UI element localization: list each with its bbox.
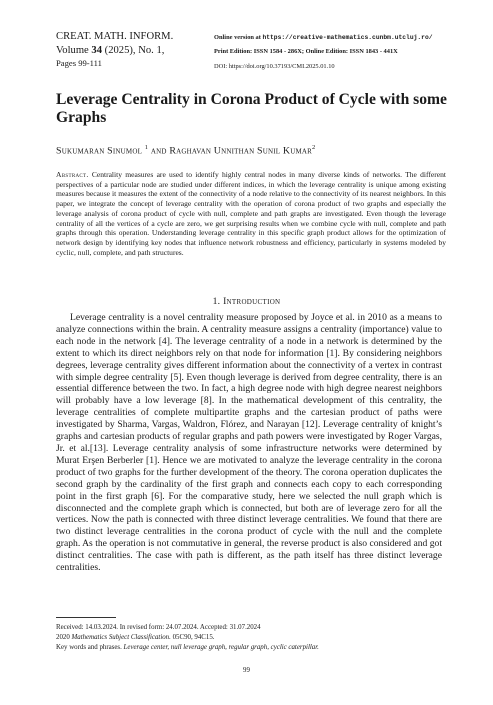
footnote-divider: [56, 617, 116, 618]
keywords: Key words and phrases. Leverage center, null leverage graph, regular graph, cyclic caterpillar.: [56, 644, 319, 652]
journal-pages: Pages 99-111: [56, 58, 102, 69]
introduction-body: [56, 312, 442, 574]
volume-number: 34: [91, 44, 103, 56]
intro-paragraph: Leverage centrality is a novel centrality measure proposed by Joyce et al. in 2010 as a means to analyze connections within the brain. A centrality measure assigns a centrality (importance) value to each node in the network [4]. The leverage centrality of a node in a network is determined by the extent to which its direct neighbors rely on that node for information [1]. By considering neighbors degrees, leverage centrality gives different information about the connectivity of a vertex in contrast with simple degree centrality [5]. Even though leverage is derived from degree centrality, there is an essential difference between the two. In fact, a high degree node with high degree nearest neighbors will probably have a low leverage [8]. In the mathematical development of this centrality, the leverage centralities of complete multipartite graphs and the cartesian product of paths were investigated by Sharma, Vargas, Waldron, Flórez, and Narayan [12]. Leverage centrality of knight’s graphs and cartesian products of regular graphs and path powers were investigated by Roger Vargas, Jr. et al.[13]. Leverage centrality analysis of some infrastructure networks were determined by Murat Erşen Berberler [1]. Hence we are motivated to analyze the leverage centrality in the corona product of two graphs for the further development of the theory. The corona operation duplicates the second graph by the cardinality of the first graph and connects each copy to each corresponding point in the first graph [6]. For the comparative study, here we selected the null graph which is disconnected and the complete graph which is connected, but both are of leverage zero for all the vertices. Now the path is connected with three distinct leverage centralities. We found that there are two distinct leverage centralities in the corona product of cycle with the null and the complete graph. As the operation is not commutative in general, the reverse product is also considered and got distinct centralities. The case with path is different, as the path itself has three distinct leverage centralities.: [56, 312, 442, 574]
received-dates: Received: 14.03.2024. In revised form: 24.07.2024. Accepted: 31.07.2024: [56, 624, 261, 631]
author-1: Sukumaran Sinumol: [56, 145, 143, 157]
page-number: 99: [243, 667, 250, 674]
author-line: [56, 144, 316, 156]
journal-volume: Volume 34 (2025), No. 1,: [56, 44, 165, 56]
journal-name: CREAT. MATH. INFORM.: [56, 31, 174, 42]
author-2: Raghavan Unnithan Sunil Kumar: [169, 145, 313, 157]
abstract-label: Abstract.: [56, 170, 89, 179]
paper-title: Leverage Centrality in Corona Product of Cycle with some Graphs: [56, 91, 447, 126]
author-conjunction: and: [150, 145, 167, 157]
author-2-affiliation-mark: 2: [312, 144, 316, 151]
doi-link[interactable]: DOI: https://doi.org/10.37193/CMI.2025.01.10: [214, 62, 335, 70]
msc-classification: 2020 Mathematics Subject Classification. 05C90, 94C15.: [56, 634, 215, 642]
journal-online-info: [214, 31, 476, 74]
footnotes: [56, 623, 446, 654]
online-version: Online version at https://creative-mathematics.cunbm.utcluj.ro/: [214, 34, 433, 41]
section-heading: [0, 296, 493, 307]
author-1-affiliation-mark: 1: [144, 144, 149, 151]
section-title: Introduction: [223, 296, 281, 307]
journal-header: [56, 30, 173, 71]
section-number: 1.: [212, 296, 221, 307]
abstract: [56, 170, 446, 257]
abstract-text: Centrality measures are used to identify highly central nodes in many diverse kinds of networks. The different perspectives of a particular node are studied under different indices, in which the leverage centrality is unique among existing measures because it measures the extent of the connectivity of a node relative to the connectivity of its nearest neighbors. In this paper, we integrate the concept of leverage centrality with the operation of corona product of two graphs and especially the leverage analysis of corona product of cycle with null, complete and path graphs are investigated. Even though the leverage centrality of all the vertices of a cycle are zero, we get surprising results when we combine cycle with null, complete and path graphs through this operation. Understanding leverage centrality in this specific graph product allows for the optimization of network design by identifying key nodes that influence network robustness and efficiency, particularly in systems modeled by cyclic, null, complete, and path structures.: [56, 170, 447, 257]
issn-info: Print Edition: ISSN 1584 - 286X; Online Edition: ISSN 1843 - 441X: [214, 48, 398, 56]
online-url-link[interactable]: https://creative-mathematics.cunbm.utcluj.ro/: [262, 34, 433, 41]
